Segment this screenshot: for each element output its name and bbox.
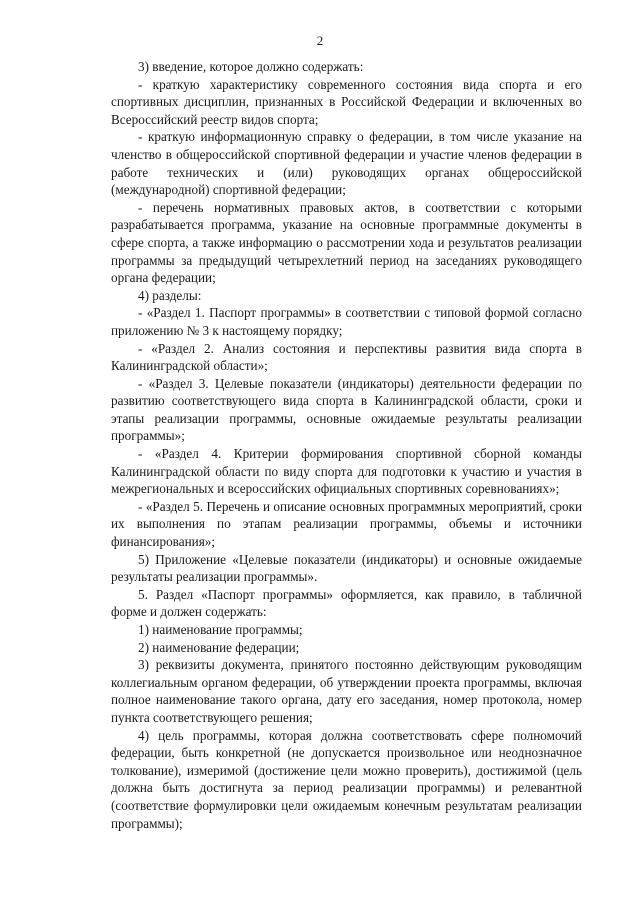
paragraph-section-5: - «Раздел 5. Перечень и описание основных программных мероприятий, сроки их выполнения по этапам реализации программы, объемы и источники финансирования»; [111,498,582,550]
document-body [111,58,582,832]
paragraph-section-3: - «Раздел 3. Целевые показатели (индикаторы) деятельности федерации по развитию соответствующего вида спорта в Калининградской области, сроки и этапы реализации программы, основные ожидаемые результаты реализации программы»; [111,375,582,444]
paragraph-document-details: 3) реквизиты документа, принятого постоянно действующим руководящим коллегиальным органом федерации, об утверждении проекта программы, включая полное наименование такого органа, дату его заседания, номер протокола, номер пункта соответствующего решения; [111,657,582,725]
paragraph-section-4: - «Раздел 4. Критерии формирования спортивной сборной команды Калининградской области по виду спорта для подготовки к участию и участия в межрегиональных и всероссийских официальных спортивных соревнованиях»; [111,446,582,497]
paragraph-appendix: 5) Приложение «Целевые показатели (индикаторы) и основные ожидаемые результаты реализации программы». [111,551,582,585]
paragraph-program-name: 1) наименование программы; [138,622,303,637]
paragraph-program-goal: 4) цель программы, которая должна соответствовать сфере полномочий федерации, быть конкретной (не допускается произвольное или неоднозначное толкование), измеримой (достижение цели можно проверить), достижимой (цель должна быть достигнута за период реализации программы) и релевантной (соответствие формулировки цели ожидаемым конечным результатам реализации программы); [111,727,582,831]
paragraph-section-2: - «Раздел 2. Анализ состояния и перспективы развития вида спорта в Калининградской области»; [111,340,582,374]
paragraph-section-1: - «Раздел 1. Паспорт программы» в соответствии с типовой формой согласно приложению № 3 к настоящему порядку; [111,305,582,338]
paragraph-sections-heading: 4) разделы: [138,287,202,303]
page-number: 2 [316,33,324,48]
paragraph-federation-info: - краткую информационную справку о федерации, в том числе указание на членство в общероссийской спортивной федерации и участие членов федерации в работе технических и (или) руководящих органах общероссийской (международной) спортивной федерации; [111,129,582,198]
paragraph-passport-section: 5. Раздел «Паспорт программы» оформляется, как правило, в табличной форме и должен содержать: [111,586,582,620]
paragraph-legal-acts: - перечень нормативных правовых актов, в соответствии с которыми разрабатывается программа, указание на основные программные документы в сфере спорта, а также информацию о рассмотрении хода и результатов реализации программы за предыдущий четырехлетний период на заседаниях руководящего органа федерации; [111,199,582,286]
paragraph-sport-characteristic: - краткую характеристику современного состояния вида спорта и его спортивных дисциплин, признанных в Российской Федерации и включенных во Всероссийский реестр видов спорта; [111,76,582,127]
paragraph-federation-name: 2) наименование федерации; [138,639,300,655]
paragraph-intro-heading: 3) введение, которое должно содержать: [138,59,364,74]
